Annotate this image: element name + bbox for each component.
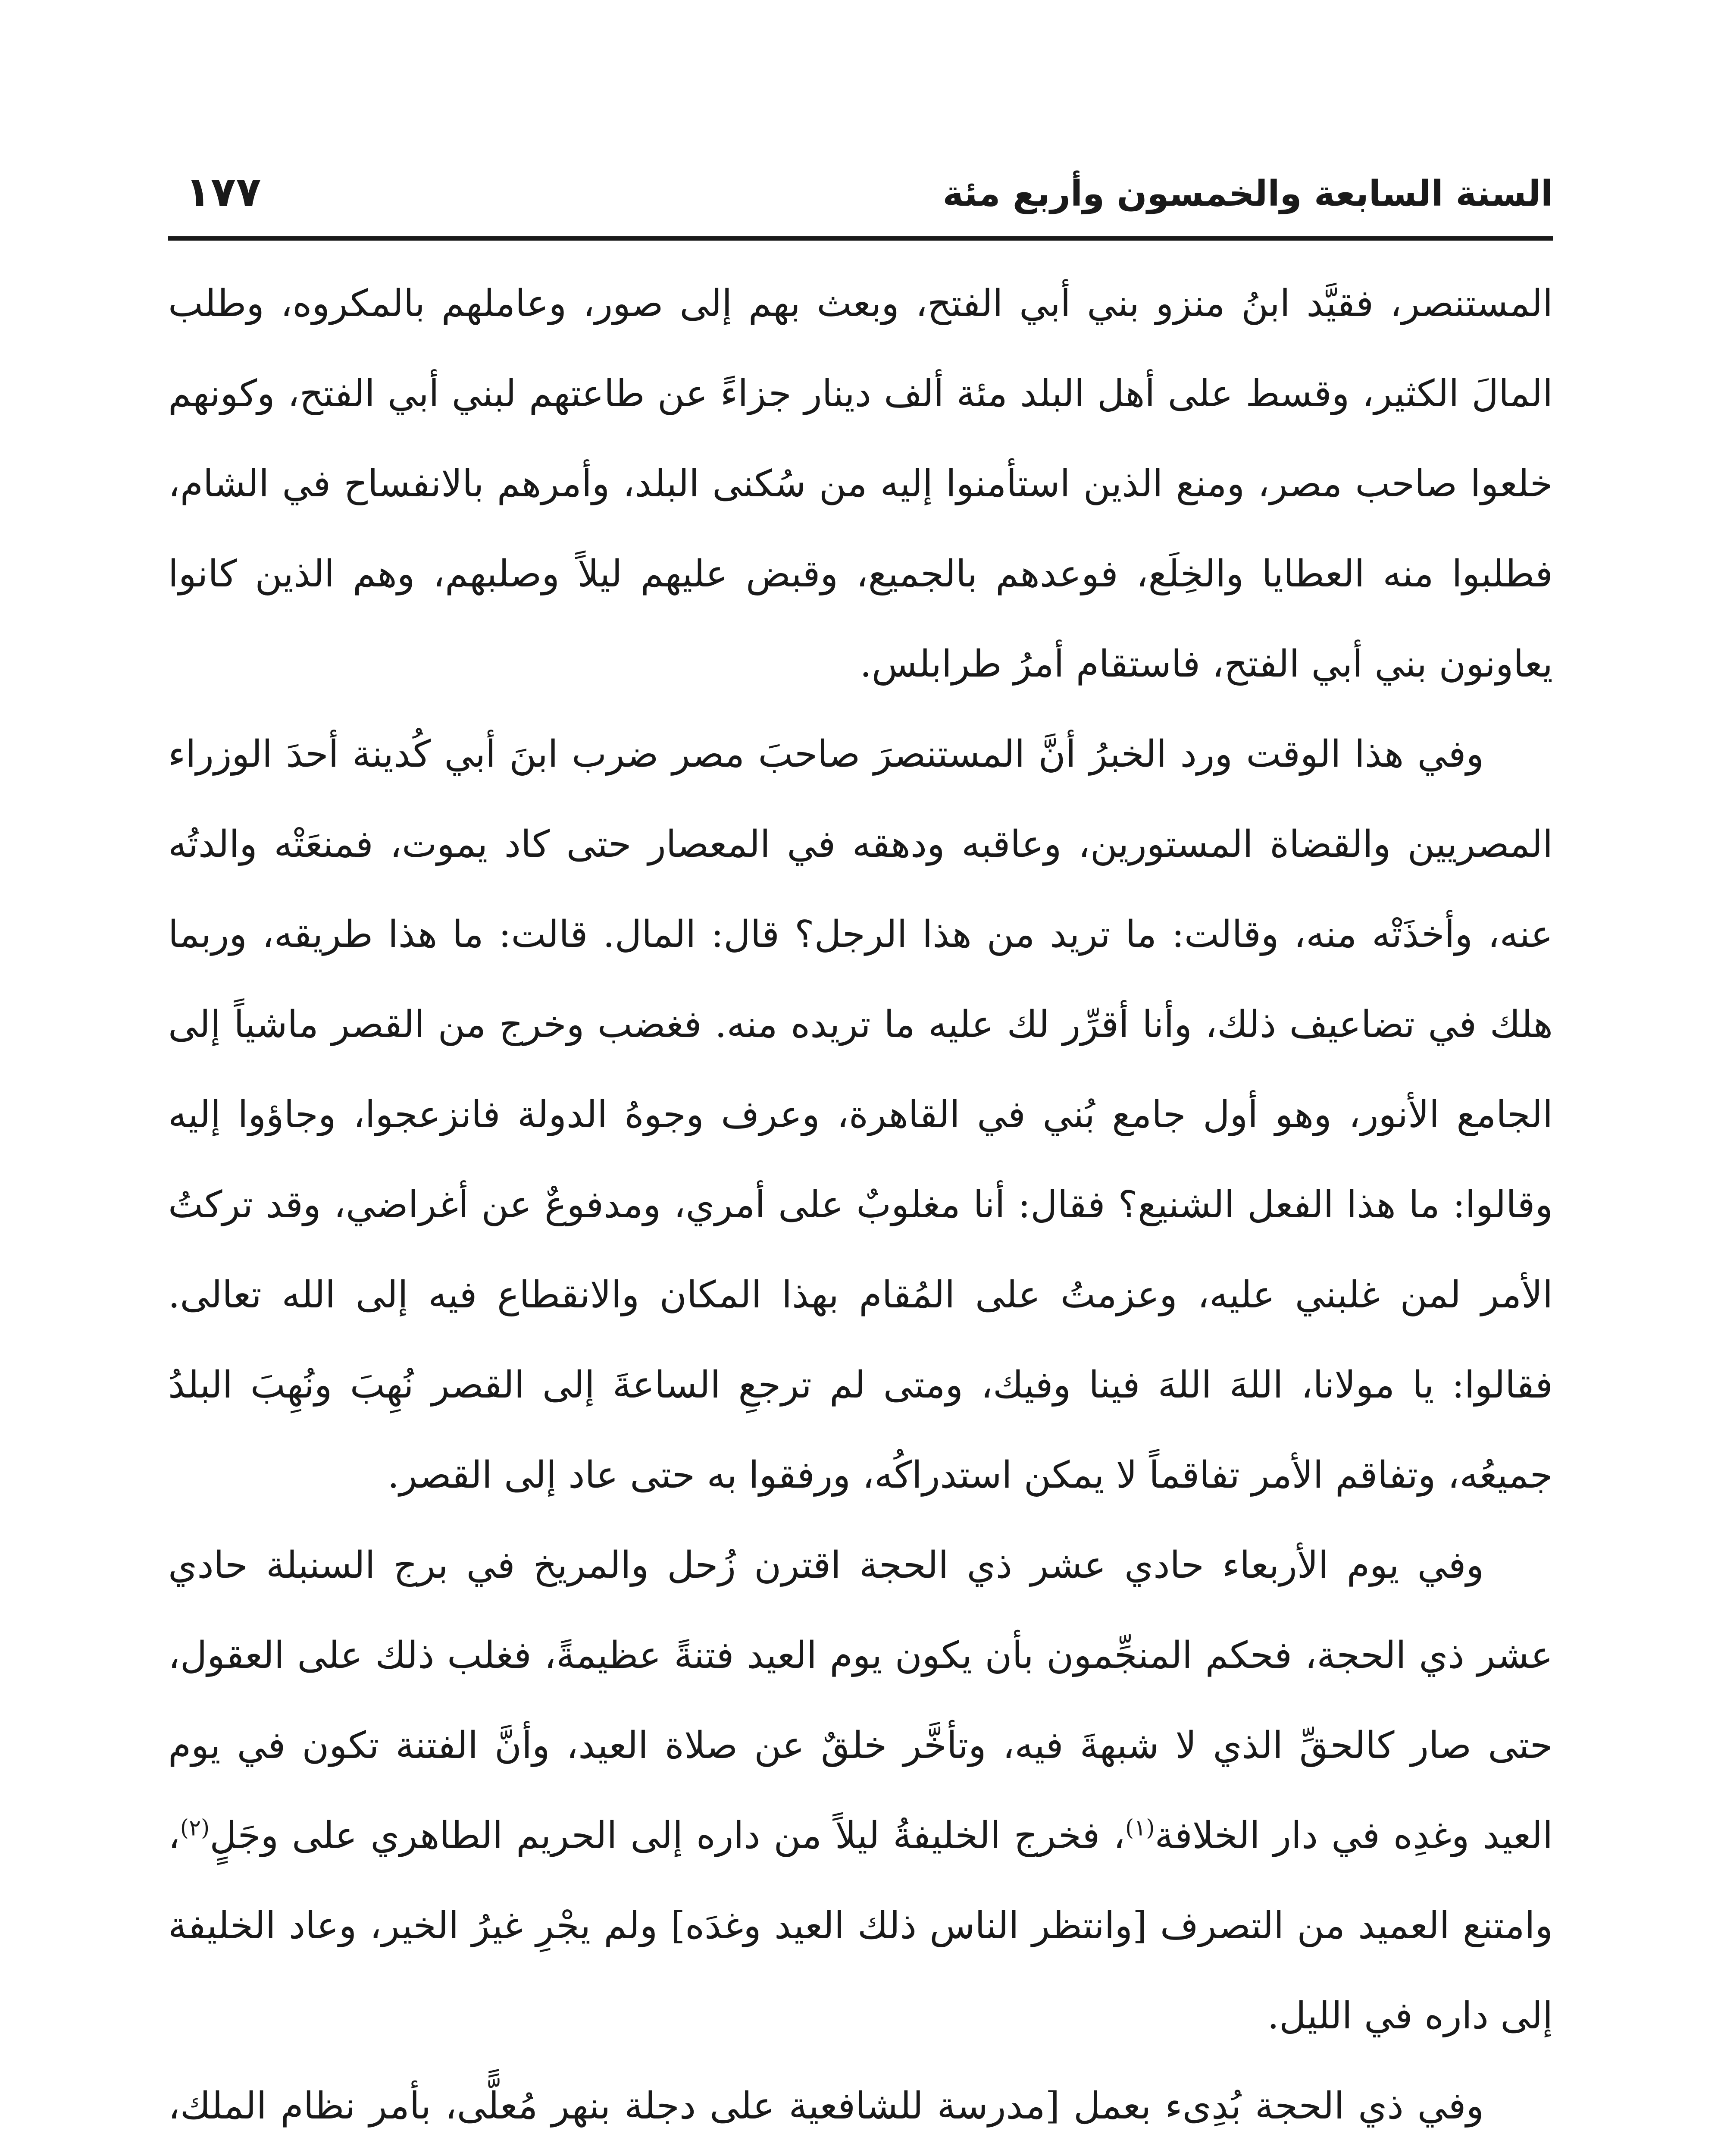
paragraph-4: وفي ذي الحجة بُدِىء بعمل [مدرسة للشافعية على دجلة بنهر مُعلًّى، بأمر نظام الملك، [168,2084,1484,2128]
header-rule [168,236,1553,241]
paragraph-3-part-2: ، فخرج الخليفةُ ليلاً من داره إلى الحريم الطاهري على وجَلٍ [210,1814,1125,1857]
running-header [168,164,1553,229]
paragraph-3-part-1: وفي يوم الأربعاء حادي عشر ذي الحجة اقترن زُحل والمريخ في برج السنبلة حادي عشر ذي الحجة، فحكم المنجِّمون بأن يكون يوم العيد فتنةً عظيمةً، فغلب ذلك على العقول، حتى صار كالحقِّ الذي لا شبهةَ فيه، وتأخَّر خلقٌ عن صلاة العيد، وأنَّ الفتنة تكون في يوم العيد وغدِه في دار الخلافة [168,1544,1553,1857]
running-title: السنة السابعة والخمسون وأربع مئة [942,173,1553,214]
main-text [168,259,1553,2156]
page-number: ١٧٧ [185,168,261,216]
paragraph-1: المستنصر، فقيَّد ابنُ منزو بني أبي الفتح، وبعث بهم إلى صور، وعاملهم بالمكروه، وطلب المالَ الكثير، وقسط على أهل البلد مئة ألف دينار جزاءً عن طاعتهم لبني أبي الفتح، وكونهم خلعوا صاحب مصر، ومنع الذين استأمنوا إليه من سُكنى البلد، وأمرهم بالانفساح في الشام، فطلبوا منه العطايا والخِلَع، فوعدهم بالجميع، وقبض عليهم ليلاً وصلبهم، وهم الذين كانوا يعاونون بني أبي الفتح، فاستقام أمرُ طرابلس. [168,282,1553,686]
footnote-ref-2[interactable]: (٢) [180,1815,210,1841]
footnote-ref-1[interactable]: (١) [1125,1815,1155,1841]
paragraph-3 [168,1520,1553,2061]
paragraph-2: وفي هذا الوقت ورد الخبرُ أنَّ المستنصرَ صاحبَ مصر ضرب ابنَ أبي كُدينة أحدَ الوزراء المصريين والقضاة المستورين، وعاقبه ودهقه في المعصار حتى كاد يموت، فمنعَتْه والدتُه عنه، وأخذَتْه منه، وقالت: ما تريد من هذا الرجل؟ قال: المال. قالت: ما هذا طريقه، وربما هلك في تضاعيف ذلك، وأنا أقرِّر لك عليه ما تريده منه. فغضب وخرج من القصر ماشياً إلى الجامع الأنور، وهو أول جامع بُني في القاهرة، وعرف وجوهُ الدولة فانزعجوا، وجاؤوا إليه وقالوا: ما هذا الفعل الشنيع؟ فقال: أنا مغلوبٌ على أمري، ومدفوعٌ عن أغراضي، وقد تركتُ الأمر لمن غلبني عليه، وعزمتُ على المُقام بهذا المكان والانقطاع فيه إلى الله تعالى. فقالوا: يا مولانا، اللهَ اللهَ فينا وفيك، ومتى لم ترجعِ الساعةَ إلى القصر نُهِبَ ونُهِبَ البلدُ جميعُه، وتفاقم الأمر تفاقماً لا يمكن استدراكُه، ورفقوا به حتى عاد إلى القصر. [168,733,1553,1497]
paragraph-3-part-3: ، وامتنع العميد من التصرف [وانتظر الناس ذلك العيد وغدَه] ولم يجْرِ غيرُ الخير، وعاد الخليفة إلى داره في الليل. [168,1814,1553,2037]
